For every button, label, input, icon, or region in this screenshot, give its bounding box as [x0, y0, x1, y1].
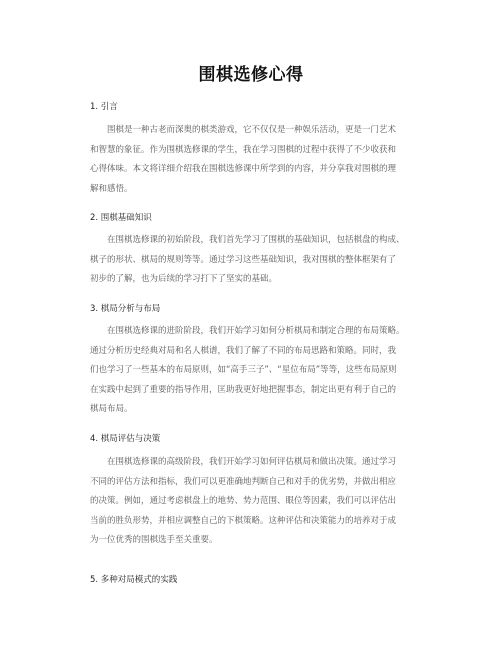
section-paragraph-basics: [90, 231, 430, 290]
paragraph-line: 的决策。例如，通过考虑棋盘上的地势、势力范围、眼位等因素，我们可以评估出: [90, 496, 397, 506]
paragraph-line: 通过分析历史经典对局和名人棋谱，我们了解了不同的布局思路和策略。同时，我: [90, 345, 397, 356]
section-heading-basics: 2. 围棋基础知识: [90, 213, 152, 223]
document-title: 围棋选修心得: [198, 65, 304, 85]
paragraph-line: 棋子的形状、棋局的规则等等。通过学习这些基础知识，我对围棋的整体框架有了: [90, 254, 397, 265]
section-heading-layout: 3. 棋局分析与布局: [90, 304, 161, 314]
paragraph-line: 在围棋选修课的进阶阶段，我们开始学习如何分析棋局和制定合理的布局策略。: [107, 326, 405, 336]
section-paragraph-evaluation: [90, 453, 430, 551]
section-heading-intro: 1. 引言: [90, 102, 118, 112]
paragraph-line: 为一位优秀的围棋选手至关重要。: [90, 535, 218, 545]
paragraph-line: 解和感悟。: [90, 183, 133, 194]
section-paragraph-layout: [90, 322, 430, 420]
section-paragraph-intro: [90, 121, 430, 199]
paragraph-line: 不同的评估方法和指标，我们可以更准确地判断自己和对手的优劣势，并做出相应: [90, 476, 397, 487]
paragraph-line: 在围棋选修课的初始阶段，我们首先学习了围棋的基础知识，包括棋盘的构成、: [107, 235, 405, 245]
paragraph-line: 们也学习了一些基本的布局原则，如“高手三子”、“星位布局”等等，这些布局原则: [90, 365, 397, 375]
section-heading-practice: 5. 多种对局模式的实践: [90, 575, 178, 585]
paragraph-line: 初步的了解，也为后续的学习打下了坚实的基础。: [90, 274, 278, 284]
paragraph-line: 和智慧的象征。作为围棋选修课的学生，我在学习围棋的过程中获得了不少收获和: [90, 144, 397, 155]
paragraph-line: 围棋是一种古老而深奥的棋类游戏，它不仅仅是一种娱乐活动，更是一门艺术: [107, 125, 397, 135]
paragraph-line: 当前的胜负形势，并相应调整自己的下棋策略。这种评估和决策能力的培养对于成: [90, 515, 397, 526]
paragraph-line: 在实践中起到了重要的指导作用，匡助我更好地把握事态，制定出更有利于自己的: [90, 384, 397, 395]
section-heading-evaluation: 4. 棋局评估与决策: [90, 434, 161, 444]
paragraph-line: 棋局布局。: [90, 404, 133, 414]
paragraph-line: 在围棋选修课的高级阶段，我们开始学习如何评估棋局和做出决策。通过学习: [107, 457, 397, 467]
paragraph-line: 心得体味。本文将详细介绍我在围棋选修课中所学到的内容，并分享我对围棋的理: [90, 164, 397, 174]
